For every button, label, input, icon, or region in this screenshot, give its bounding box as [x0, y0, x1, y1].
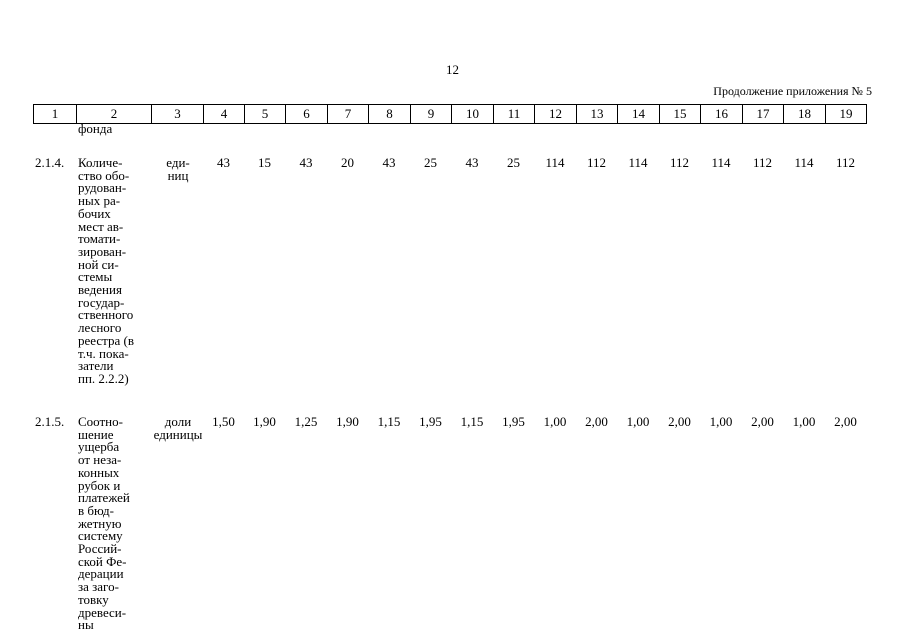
continued-empty-cell: [825, 123, 866, 137]
row-unit: [151, 137, 203, 395]
row-name-line: реестра (в: [78, 332, 134, 348]
continued-empty-cell: [659, 123, 700, 137]
row-name-line: рудован-: [78, 180, 127, 196]
column-header-6: 6: [286, 105, 328, 124]
row-name-line: ство обо-: [78, 167, 130, 183]
row-name-line: государ-: [78, 294, 125, 310]
row-name-line: ных ра-: [78, 193, 121, 209]
row-value: 114: [794, 155, 814, 170]
continued-empty-cell: [327, 123, 368, 137]
continued-empty-cell: [576, 123, 617, 137]
continued-empty-cell: [410, 123, 451, 137]
row-value: 1,00: [792, 414, 816, 429]
row-name: [76, 395, 151, 644]
row-value: 2,00: [834, 414, 857, 429]
row-value: 43: [299, 155, 313, 170]
row-name-line: зирован-: [78, 243, 127, 259]
row-name-line: Количе-: [78, 155, 123, 170]
table-row: [33, 137, 866, 395]
row-name-line: товку: [78, 591, 109, 607]
row-value: 1,25: [294, 414, 318, 429]
continued-empty-cell: [244, 123, 285, 137]
continued-empty-cell: [151, 123, 203, 137]
continued-empty-cell: [534, 123, 576, 137]
row-value: 1,90: [253, 414, 276, 429]
column-header-5: 5: [245, 105, 286, 124]
column-header-8: 8: [369, 105, 411, 124]
row-value: 20: [341, 155, 354, 170]
continued-empty-cell: [493, 123, 534, 137]
row-value: 25: [424, 155, 437, 170]
column-header-row: [34, 105, 867, 124]
row-value: 1,00: [543, 414, 567, 429]
row-unit-line: еди-: [166, 155, 190, 170]
row-name-line: систему: [78, 528, 123, 544]
row-value: 112: [835, 155, 856, 170]
row-value: 1,95: [419, 414, 442, 429]
continued-empty-cell: [742, 123, 783, 137]
row-value: 112: [586, 155, 607, 170]
column-header-16: 16: [701, 105, 743, 124]
column-header-10: 10: [452, 105, 494, 124]
row-value: 43: [217, 155, 230, 170]
continued-row: [33, 123, 866, 137]
row-name-line: за заго-: [78, 579, 119, 595]
row-code: 2.1.4.: [35, 155, 65, 170]
row-name-line: жетную: [78, 515, 122, 531]
continuation-label: Продолжение приложения № 5: [713, 84, 872, 98]
row-name-line: затели: [78, 358, 114, 374]
table-row: [33, 395, 866, 644]
row-value: 1,50: [212, 414, 235, 429]
column-header-2: 2: [77, 105, 152, 124]
row-name-line: ущерба: [78, 439, 120, 455]
row-name-line: Соотно-: [78, 414, 123, 429]
row-name-line: ной си-: [78, 256, 119, 272]
continued-empty-cell: [617, 123, 659, 137]
column-header-9: 9: [411, 105, 452, 124]
row-name-line: дерации: [78, 566, 124, 582]
row-name-line: конных: [78, 464, 120, 480]
row-name-line: лесного: [78, 320, 122, 336]
row-name-line: мест ав-: [78, 218, 124, 234]
continued-empty-cell: [285, 123, 327, 137]
row-name-line: стемы: [78, 269, 113, 285]
row-name-line: пп. 2.2.2): [78, 370, 129, 386]
continued-empty-cell: [203, 123, 244, 137]
continued-empty-cell: [451, 123, 493, 137]
row-value: 15: [258, 155, 271, 170]
column-header-17: 17: [743, 105, 784, 124]
continued-empty-cell: [368, 123, 410, 137]
row-value: 25: [507, 155, 520, 170]
row-value: 2,00: [585, 414, 608, 429]
row-unit-line: единицы: [153, 426, 203, 442]
row-value: 112: [669, 155, 690, 170]
row-value: 2,00: [668, 414, 691, 429]
row-value: 43: [465, 155, 479, 170]
row-name-line: шение: [78, 426, 114, 442]
page-number: 12: [446, 62, 459, 77]
column-header-14: 14: [618, 105, 660, 124]
row-value: 43: [382, 155, 396, 170]
row-name-line: в бюд-: [78, 502, 114, 518]
row-name-line: бочих: [78, 205, 111, 221]
row-name-line: Россий-: [78, 541, 122, 557]
continued-text: фонда: [78, 121, 113, 136]
continued-empty-cell: [700, 123, 742, 137]
row-value: 1,90: [336, 414, 359, 429]
row-name-line: томати-: [78, 231, 121, 247]
row-value: 1,00: [709, 414, 733, 429]
row-code: 2.1.5.: [35, 414, 65, 429]
row-name-line: ны: [78, 617, 94, 633]
row-name: [76, 137, 151, 395]
row-value: 1,95: [502, 414, 525, 429]
row-unit-line: доли: [164, 414, 192, 429]
row-unit: [151, 395, 203, 644]
row-name-line: ведения: [78, 282, 122, 298]
column-header-12: 12: [535, 105, 577, 124]
column-header-1: 1: [34, 105, 77, 124]
column-header-18: 18: [784, 105, 826, 124]
column-header-table: [33, 104, 867, 124]
column-header-7: 7: [328, 105, 369, 124]
row-value: 114: [545, 155, 565, 170]
row-value: 2,00: [751, 414, 774, 429]
row-value: 114: [711, 155, 731, 170]
row-value: 1,00: [626, 414, 650, 429]
row-name-line: рубок и: [78, 477, 121, 493]
row-unit-line: ниц: [167, 167, 189, 183]
row-name-line: древеси-: [78, 604, 127, 620]
column-header-19: 19: [826, 105, 867, 124]
continued-code-cell: [33, 123, 76, 137]
row-value: 1,15: [460, 414, 484, 429]
column-header-13: 13: [577, 105, 618, 124]
column-header-3: 3: [152, 105, 204, 124]
column-header-4: 4: [204, 105, 245, 124]
column-header-15: 15: [660, 105, 701, 124]
row-name-line: ской Фе-: [78, 553, 127, 569]
row-name-line: ственного: [78, 307, 134, 323]
row-value: 1,15: [377, 414, 401, 429]
continued-empty-cell: [783, 123, 825, 137]
column-header-11: 11: [494, 105, 535, 124]
row-name-line: т.ч. пока-: [78, 345, 129, 361]
row-value: 112: [752, 155, 773, 170]
row-name-line: платежей: [78, 490, 130, 506]
row-name-line: от неза-: [78, 452, 122, 468]
indicator-table: [33, 123, 866, 644]
row-value: 114: [628, 155, 648, 170]
